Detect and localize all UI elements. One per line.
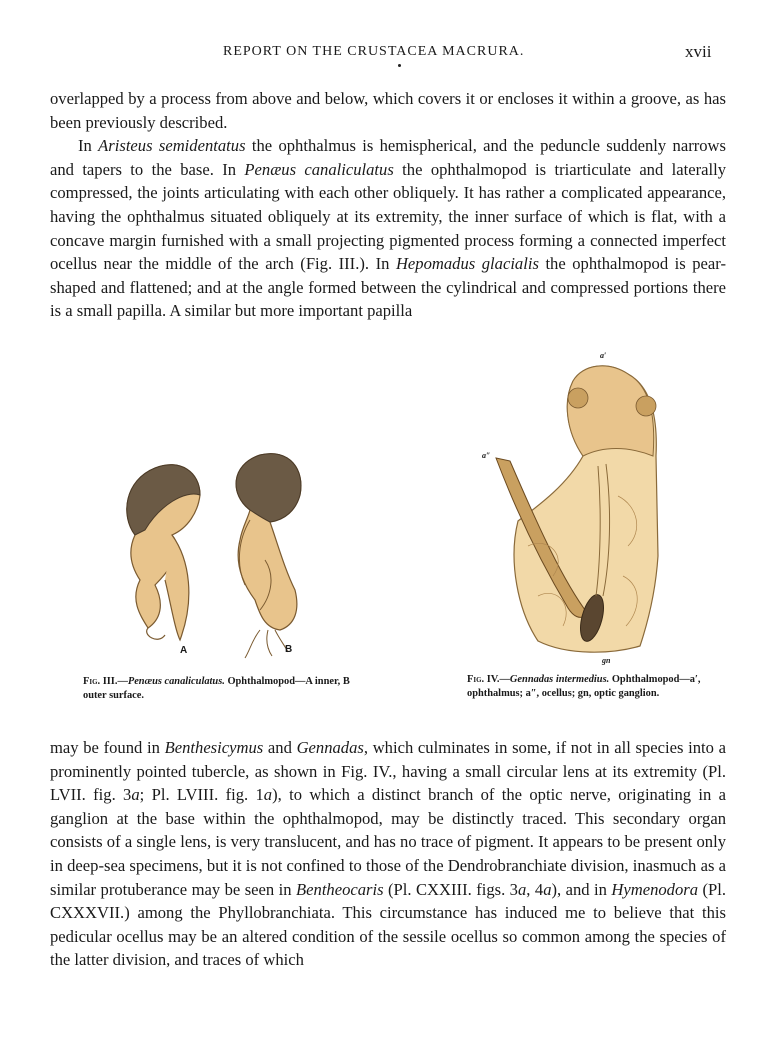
paragraph1-run: the ophthalmus is hemispherical, and the peduncle suddenly narrows and tapers to the base. In (50, 136, 726, 179)
paragraph2-run: , 4 (526, 879, 544, 899)
page-number: xvii (685, 42, 712, 61)
paragraph2-run: ), and in (551, 879, 612, 899)
running-header (0, 44, 776, 68)
running-title: REPORT ON THE CRUSTACEA MACRURA. (223, 44, 525, 59)
fig4-label-a2: a″ (482, 451, 491, 460)
paragraph2-run: (Pl. CXXXVII.) among the Phyllobranchiata. This circumstance has induced me to believe that this pedicular ocellus may be an altered condition of the sessile ocellus so common among the species of the latter division, and traces of which (50, 879, 726, 970)
paragraph1-run: overlapped by a process from above and below, which covers it or encloses it within a groove, as has been previously described. (50, 89, 726, 132)
paragraph2-run: a (263, 785, 273, 805)
paragraph2-run: may be found in (50, 738, 165, 757)
paragraph-top (50, 87, 726, 323)
paragraph1-run: the ophthalmopod is pear-shaped and flattened; and at the angle formed between the cylindrical and compressed portions there is a small papilla. A similar but more important papilla (50, 254, 726, 321)
header-dot (398, 64, 401, 67)
paragraph2-run: Gennadas (296, 738, 364, 757)
fig3-specimen-a (127, 465, 200, 640)
paragraph1-run: Penæus canaliculatus (244, 159, 394, 179)
paragraph2-run: ), to which a distinct branch of the optic nerve, originating in a ganglion at the base within the ophthalmopod, may be distinctly traced. This secondary organ consists of a single lens, is very translucent, and has no trace of pigment. It appears to be present only in deep-sea specimens, but it is not confined to those of the Dendrobranchiate division, inasmuch as a similar protuberance may be seen in (50, 785, 726, 899)
fig4-caption-text: Ophthalmopod—a′, ophthalmus; a″, ocellus; gn, optic ganglion. (467, 674, 701, 699)
fig4-caption-dash: — (499, 674, 510, 685)
fig3-caption-text: Ophthalmopod—A inner, B outer surface. (83, 676, 350, 701)
figure-4-caption (467, 673, 717, 700)
fig3-label-a: A (180, 645, 188, 656)
paragraph1-run: the ophthalmopod is triarticulate and laterally compressed, the joints articulating with each other obliquely. It has rather a complicated appearance, having the ophthalmus situated obliquely at its extremity, the inner surface of which is flat, with a concave margin furnished with a small projecting pigmented process forming a connected imperfect ocellus near the middle of the arch (Fig. III.). In (50, 159, 726, 274)
fig4-label-gn: gn (602, 656, 611, 665)
paragraph2-run: Bentheocaris (296, 879, 384, 899)
figure-3-illustration (100, 450, 340, 660)
paragraph2-run: and (263, 738, 297, 757)
figure-3-caption (83, 675, 353, 702)
paragraph-bottom (50, 736, 726, 972)
paragraph1-run: Hepomadus glacialis (395, 254, 539, 274)
paragraph2-run: (Pl. CXXIII. figs. 3 (383, 879, 518, 899)
figure-4-illustration (478, 346, 678, 668)
paragraph2-run: a (543, 879, 552, 899)
fig3-caption-label: Fig. III. (83, 676, 118, 687)
fig4-ophthalmopod (496, 366, 658, 652)
paragraph2-run: , which culminates in some, if not in all species into a prominently pointed tubercle, as shown in Fig. IV., having a small circular lens at its extremity (Pl. LVII. fig. 3 (50, 738, 727, 805)
paragraph1-run: Aristeus semidentatus (98, 136, 246, 156)
paragraph2-run: ; Pl. LVIII. fig. 1 (139, 785, 264, 805)
paragraph1-run: In (78, 136, 99, 156)
paragraph2-run: a (517, 879, 527, 899)
paragraph2-run: Benthesicymus (164, 738, 264, 757)
paragraph2-run: a (131, 785, 140, 805)
fig4-caption-label: Fig. IV. (467, 674, 500, 685)
fig3-caption-species: Penæus canaliculatus. (127, 676, 225, 687)
fig3-caption-dash: — (117, 676, 128, 687)
fig3-specimen-b (236, 454, 301, 658)
fig4-label-a1: a′ (600, 351, 607, 360)
fig4-caption-species: Gennadas intermedius. (509, 674, 610, 685)
fig3-label-b: B (285, 644, 293, 655)
paragraph2-run: Hymenodora (611, 879, 699, 899)
